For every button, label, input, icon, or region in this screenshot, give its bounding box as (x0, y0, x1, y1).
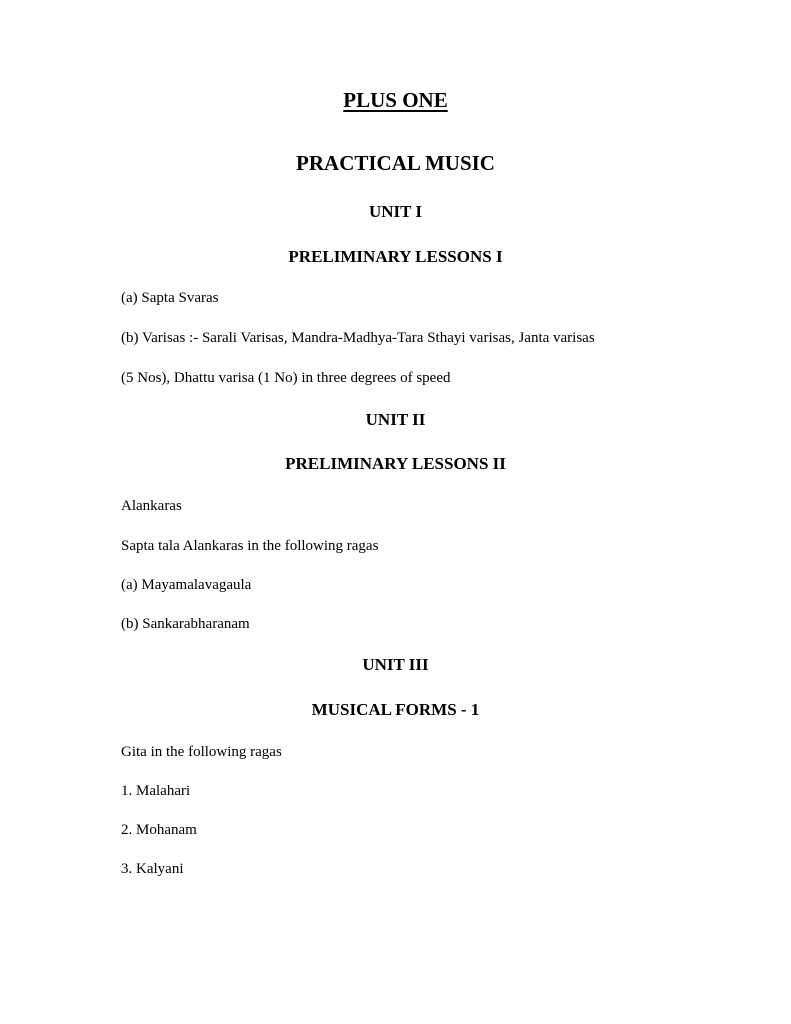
unit-3-line-1: Gita in the following ragas (121, 744, 282, 760)
unit-2-line-3: (a) Mayamalavagaula (121, 577, 252, 593)
unit-3-title: UNIT III (362, 655, 429, 674)
unit-2-title: UNIT II (365, 410, 426, 429)
document-title: PLUS ONE (343, 88, 448, 112)
unit-1-line-2: (b) Varisas :- Sarali Varisas, Mandra-Madhya-Tara Sthayi varisas, Janta varisas (121, 330, 595, 346)
unit-1-heading: PRELIMINARY LESSONS I (288, 247, 503, 266)
unit-3-line-3: 2. Mohanam (121, 822, 197, 838)
unit-2-heading: PRELIMINARY LESSONS II (285, 454, 506, 473)
unit-1-line-3: (5 Nos), Dhattu varisa (1 No) in three degrees of speed (121, 370, 451, 386)
unit-1-line-1: (a) Sapta Svaras (121, 290, 219, 306)
unit-3-line-4: 3. Kalyani (121, 861, 184, 877)
unit-3-line-2: 1. Malahari (121, 783, 191, 799)
unit-2-line-4: (b) Sankarabharanam (121, 616, 250, 632)
document-subtitle: PRACTICAL MUSIC (296, 151, 495, 175)
unit-2-line-1: Alankaras (121, 498, 182, 514)
unit-3-heading: MUSICAL FORMS - 1 (311, 700, 480, 719)
unit-2-line-2: Sapta tala Alankaras in the following ragas (121, 538, 379, 554)
unit-1-title: UNIT I (368, 202, 423, 221)
